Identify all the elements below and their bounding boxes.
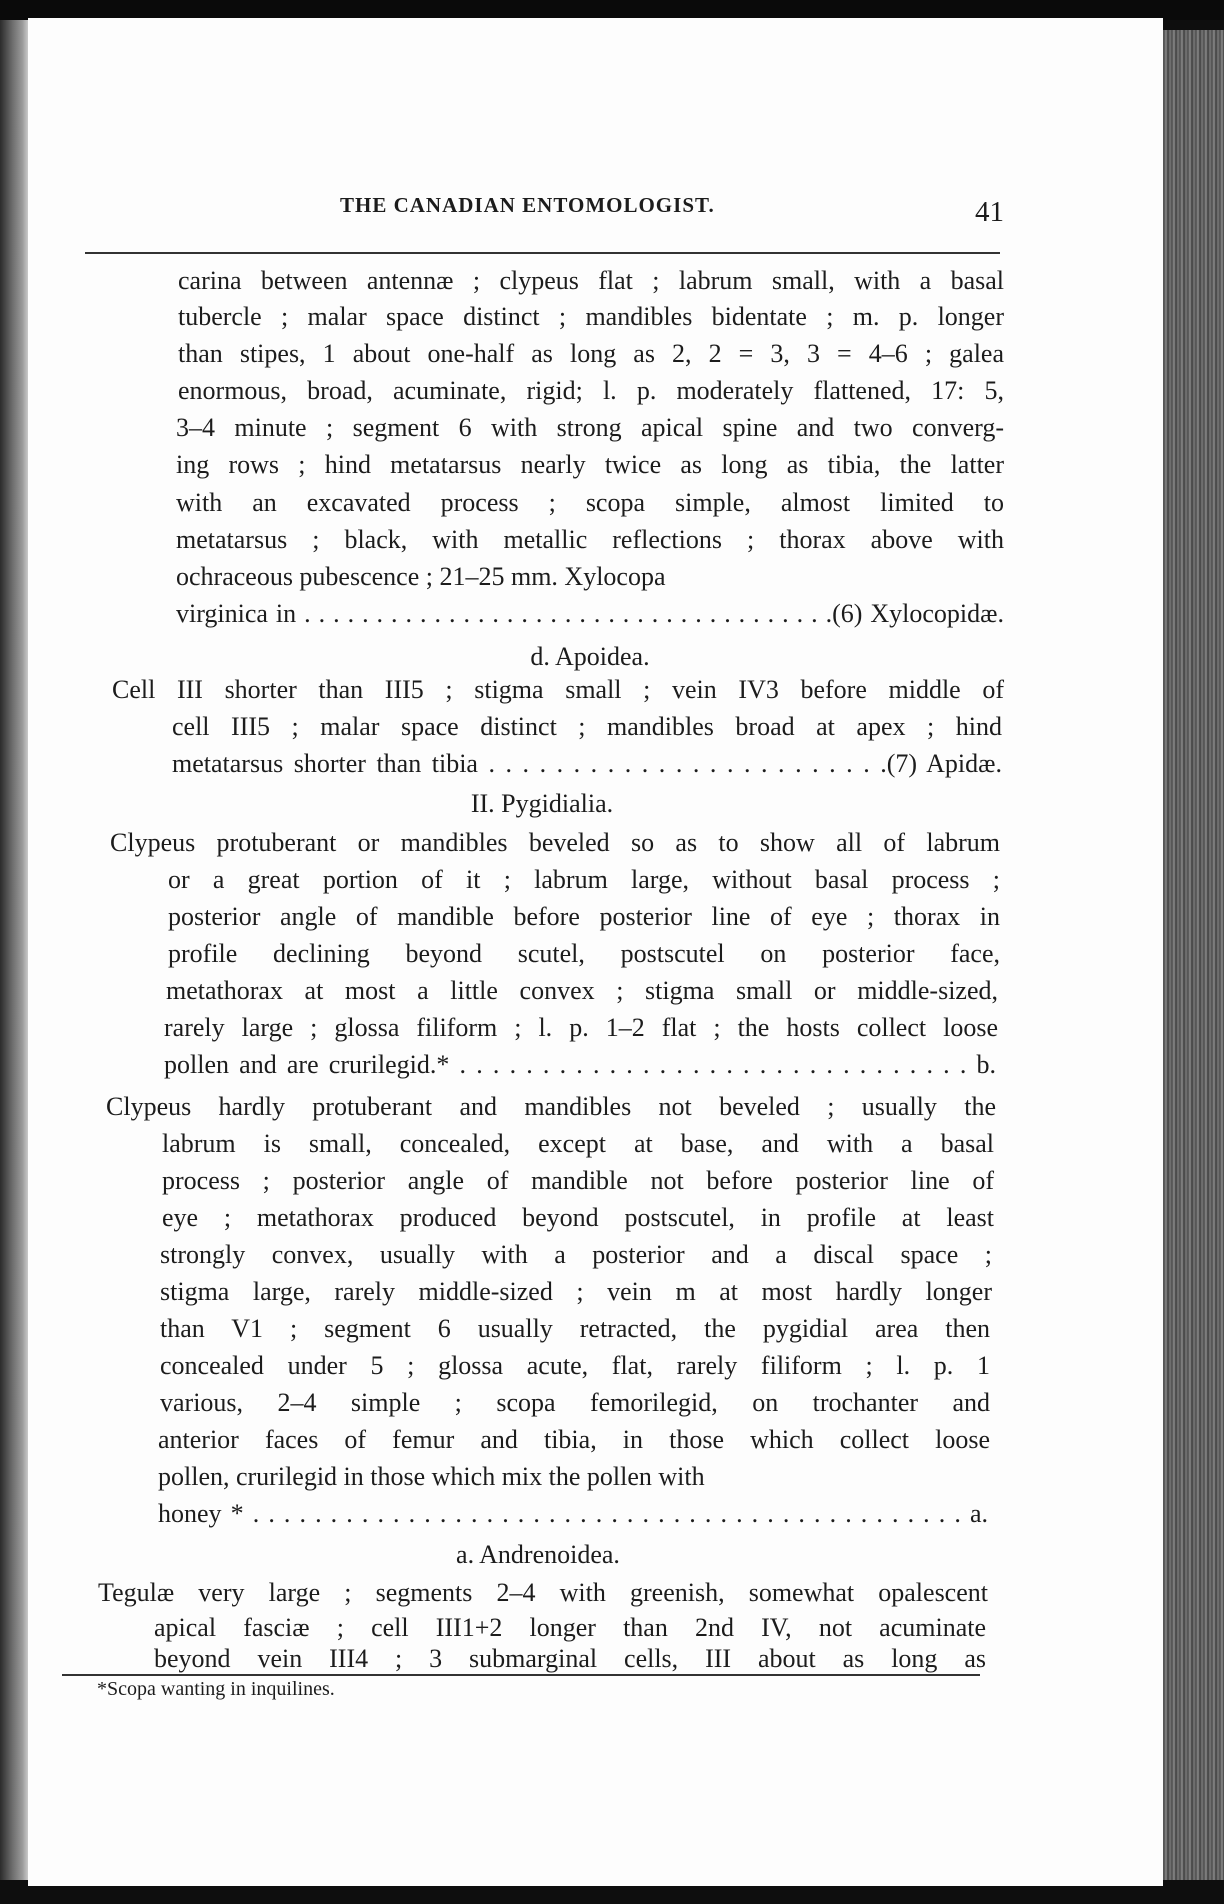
section-heading: II. Pygidialia.: [470, 789, 614, 818]
text-line: Cell III shorter than III5 ; stigma small ; vein IV3 before middle of: [112, 675, 1004, 704]
page-number: 41: [975, 196, 1004, 228]
text-line: virginica in . . . . . . . . . . . . . . . . . . . . . . . . . . . . . . . . . . . . .(6) Xylocopidæ.: [176, 599, 1004, 628]
text-line: [176, 562, 666, 592]
text-line: stigma large, rarely middle-sized ; vein m at most hardly longer: [160, 1277, 992, 1306]
text-line: carina between antennæ ; clypeus flat ; labrum small, with a basal: [178, 266, 1004, 295]
section-heading: a. Andrenoidea.: [456, 1540, 620, 1569]
text-line: process ; posterior angle of mandible not before posterior line of: [162, 1166, 994, 1195]
text-line: apical fasciæ ; cell III1+2 longer than 2nd IV, not acuminate: [154, 1613, 986, 1642]
text-line: posterior angle of mandible before posterior line of eye ; thorax in: [168, 902, 1000, 931]
header-rule: [85, 252, 1000, 254]
section-heading: d. Apoidea.: [530, 642, 650, 671]
footnote-rule: [62, 1674, 980, 1676]
text-line: concealed under 5 ; glossa acute, flat, rarely filiform ; l. p. 1: [160, 1351, 990, 1380]
book-gutter-edge: [0, 20, 28, 1880]
text-line: strongly convex, usually with a posterior and a discal space ;: [160, 1240, 992, 1269]
text-line: Clypeus hardly protuberant and mandibles not beveled ; usually the: [106, 1092, 996, 1121]
text-line: pollen, crurilegid in those which mix the pollen with: [158, 1462, 705, 1491]
text-line: Clypeus protuberant or mandibles beveled so as to show all of labrum: [110, 828, 1000, 857]
text-line: eye ; metathorax produced beyond postscutel, in profile at least: [162, 1203, 994, 1232]
text-line: pollen and are crurilegid.* . . . . . . . . . . . . . . . . . . . . . . . . . . . . . . . b.: [164, 1050, 996, 1079]
text-line: or a great portion of it ; labrum large, without basal process ;: [168, 865, 1000, 894]
text-line: honey * . . . . . . . . . . . . . . . . . . . . . . . . . . . . . . . . . . . . . . . . . . . . . . a.: [158, 1499, 988, 1528]
text-line: than stipes, 1 about one-half as long as 2, 2 = 3, 3 = 4–6 ; galea: [178, 339, 1004, 368]
text-line: profile declining beyond scutel, postscutel on posterior face,: [168, 939, 1000, 968]
text-line: enormous, broad, acuminate, rigid; l. p. moderately flattened, 17: 5,: [178, 376, 1004, 405]
text-line: metatarsus shorter than tibia . . . . . . . . . . . . . . . . . . . . . . . .(7) Apidæ.: [172, 749, 1002, 778]
page-stack-edge: [1160, 30, 1224, 1880]
text-line: beyond vein III4 ; 3 submarginal cells, III about as long as: [154, 1644, 986, 1673]
scan-top-border: [0, 0, 1224, 20]
running-title: THE CANADIAN ENTOMOLOGIST.: [340, 193, 715, 217]
text-line: metathorax at most a little convex ; stigma small or middle-sized,: [166, 976, 998, 1005]
text-line: 3–4 minute ; segment 6 with strong apical spine and two converg-: [176, 413, 1004, 442]
text-line: rarely large ; glossa filiform ; l. p. 1–2 flat ; the hosts collect loose: [164, 1013, 998, 1042]
text-line: Tegulæ very large ; segments 2–4 with greenish, somewhat opalescent: [98, 1578, 988, 1607]
text-line: various, 2–4 simple ; scopa femorilegid, on trochanter and: [160, 1388, 990, 1417]
text-line: metatarsus ; black, with metallic reflections ; thorax above with: [176, 525, 1004, 554]
text-line: tubercle ; malar space distinct ; mandibles bidentate ; m. p. longer: [178, 302, 1004, 331]
text-line: ing rows ; hind metatarsus nearly twice as long as tibia, the latter: [176, 450, 1004, 479]
footnote: *Scopa wanting in inquilines.: [97, 1678, 335, 1700]
text-line: anterior faces of femur and tibia, in those which collect loose: [158, 1425, 990, 1454]
text-line: with an excavated process ; scopa simple, almost limited to: [176, 488, 1004, 517]
text-line: labrum is small, concealed, except at base, and with a basal: [162, 1129, 994, 1158]
text-line-content: ochraceous pubescence ; 21–25 mm. Xylocopa: [176, 562, 666, 591]
text-line: cell III5 ; malar space distinct ; mandibles broad at apex ; hind: [172, 712, 1002, 741]
text-line: than V1 ; segment 6 usually retracted, the pygidial area then: [160, 1314, 990, 1343]
